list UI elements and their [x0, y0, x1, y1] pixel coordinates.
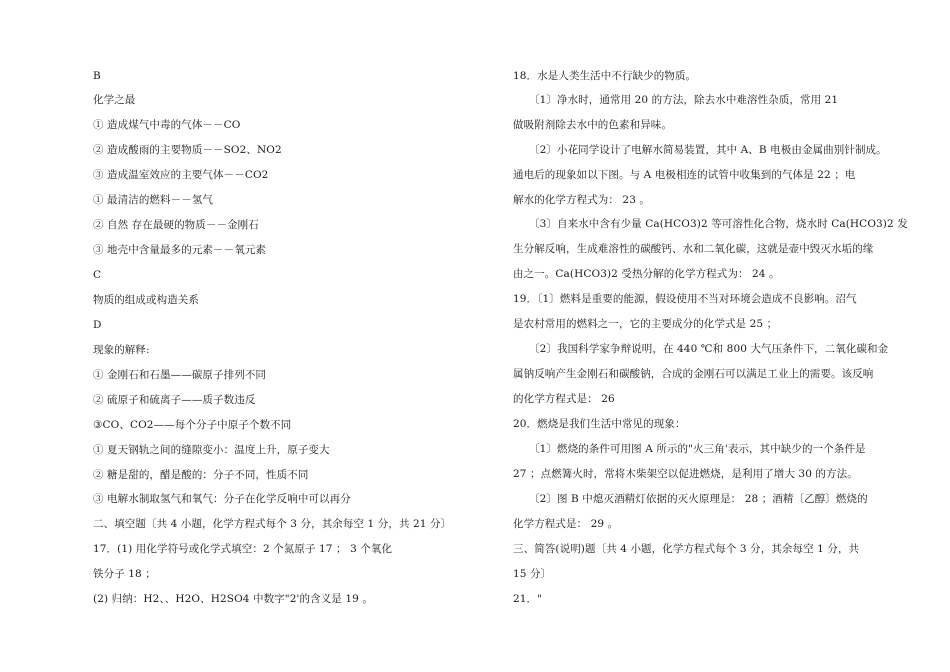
left-line-7: ② 自然 存在最硬的物质－－金刚石 — [93, 219, 259, 231]
left-line-19: 二、填空题〔共 4 小题，化学方程式每个 3 分，其余每空 1 分，共 21 分〕 — [93, 518, 452, 530]
right-line-15: 20．燃烧是我们生活中常见的现象： — [513, 418, 686, 430]
right-line-14: 的化学方程式是： 26 — [513, 393, 615, 405]
right-line-20: 三、简答(说明)题〔共 4 小题，化学方程式每个 3 分，其余每空 1 分，共 — [513, 543, 860, 555]
left-line-4: ② 造成酸雨的主要物质－－SO2、NO2 — [93, 144, 282, 156]
right-line-1: 18．水是人类生活中不行缺少的物质。 — [513, 70, 697, 82]
left-line-3: ① 造成煤气中毒的气体－－CO — [93, 119, 241, 131]
left-line-8: ③ 地壳中含量最多的元素－－氧元素 — [93, 244, 267, 256]
right-line-17: 27 ；点燃篝火时，常将木柴架空以促进燃烧，是利用了增大 30 的方法。 — [513, 468, 858, 480]
right-line-2: 〔1〕净水时，通常用 20 的方法，除去水中难溶性杂质，常用 21 — [529, 94, 839, 106]
right-line-12: 〔2〕我国科学家争辩说明，在 440 ℃和 800 大气压条件下，二氧化碳和金 — [529, 343, 889, 355]
right-line-21: 15 分〕 — [513, 568, 552, 580]
right-line-5: 通电后的现象如以下图。与 A 电极相连的试管中收集到的气体是 22 ；电 — [513, 169, 856, 181]
left-line-10: 物质的组成或构造关系 — [93, 294, 199, 306]
right-line-18: 〔2〕图 B 中熄灭酒精灯依据的灭火原理是： 28 ；酒精〔乙醇〕燃烧的 — [529, 493, 868, 505]
left-line-22: (2) 归纳：H2、、H2O、H2SO4 中数字"2'的含义是 19 。 — [93, 593, 373, 605]
left-line-16: ① 夏天钢轨之间的缝隙变小：温度上升，原子变大 — [93, 444, 330, 456]
left-line-15: ③CO、CO2——每个分子中原子个数不同 — [93, 419, 292, 431]
right-line-13: 属钠反响产生金刚石和碳酸钠，合成的金刚石可以满足工业上的需要。该反响 — [513, 368, 874, 380]
right-line-11: 是农村常用的燃料之一，它的主要成分的化学式是 25 ； — [513, 318, 778, 330]
right-line-3: 做吸附剂除去水中的色素和异味。 — [513, 119, 672, 131]
right-line-16: 〔1〕燃烧的条件可用图 A 所示的"火三角'表示，其中缺少的一个条件是 — [529, 443, 866, 455]
right-line-6: 解水的化学方程式为： 23 。 — [513, 194, 651, 206]
left-line-6: ① 最清洁的燃料－－氢气 — [93, 194, 214, 206]
left-line-5: ③ 造成温室效应的主要气体－－CO2 — [93, 169, 269, 181]
left-line-20: 17．(1) 用化学符号或化学式填空：2 个氮原子 17 ； 3 个氧化 — [93, 543, 393, 555]
left-line-12: 现象的解释: — [93, 344, 150, 356]
right-line-9: 由之一。Ca(HCO3)2 受热分解的化学方程式为： 24 。 — [513, 268, 780, 280]
left-line-9: C — [93, 269, 102, 281]
left-line-21: 铁分子 18 ； — [93, 568, 156, 580]
left-line-1: B — [93, 70, 101, 82]
left-line-17: ② 糖是甜的，醋是酸的：分子不同，性质不同 — [93, 469, 309, 481]
right-line-4: 〔2〕小花同学设计了电解水简易装置，其中 A、B 电极由金属曲别针制成。 — [529, 144, 887, 156]
left-line-18: ③ 电解水制取氢气和氧气：分子在化学反响中可以再分 — [93, 493, 351, 505]
left-line-13: ① 金刚石和石墨——碳原子排列不同 — [93, 369, 267, 381]
right-line-19: 化学方程式是： 29 。 — [513, 518, 619, 530]
left-line-14: ② 硫原子和硫离子——质子数违反 — [93, 394, 256, 406]
left-line-11: D — [93, 319, 102, 331]
right-line-10: 19．〔1〕燃料是重要的能源，假设使用不当对环境会造成不良影响。沼气 — [513, 293, 857, 305]
right-line-8: 生分解反响，生成难溶性的碳酸钙、水和二氧化碳，这就是壶中毁灭水垢的缘 — [513, 243, 874, 255]
right-line-22: 21．" — [513, 593, 543, 605]
left-line-2: 化学之最 — [93, 94, 136, 106]
right-line-7: 〔3〕自来水中含有少量 Ca(HCO3)2 等可溶性化合物，烧水时 Ca(HCO3)2 发 — [529, 218, 908, 230]
